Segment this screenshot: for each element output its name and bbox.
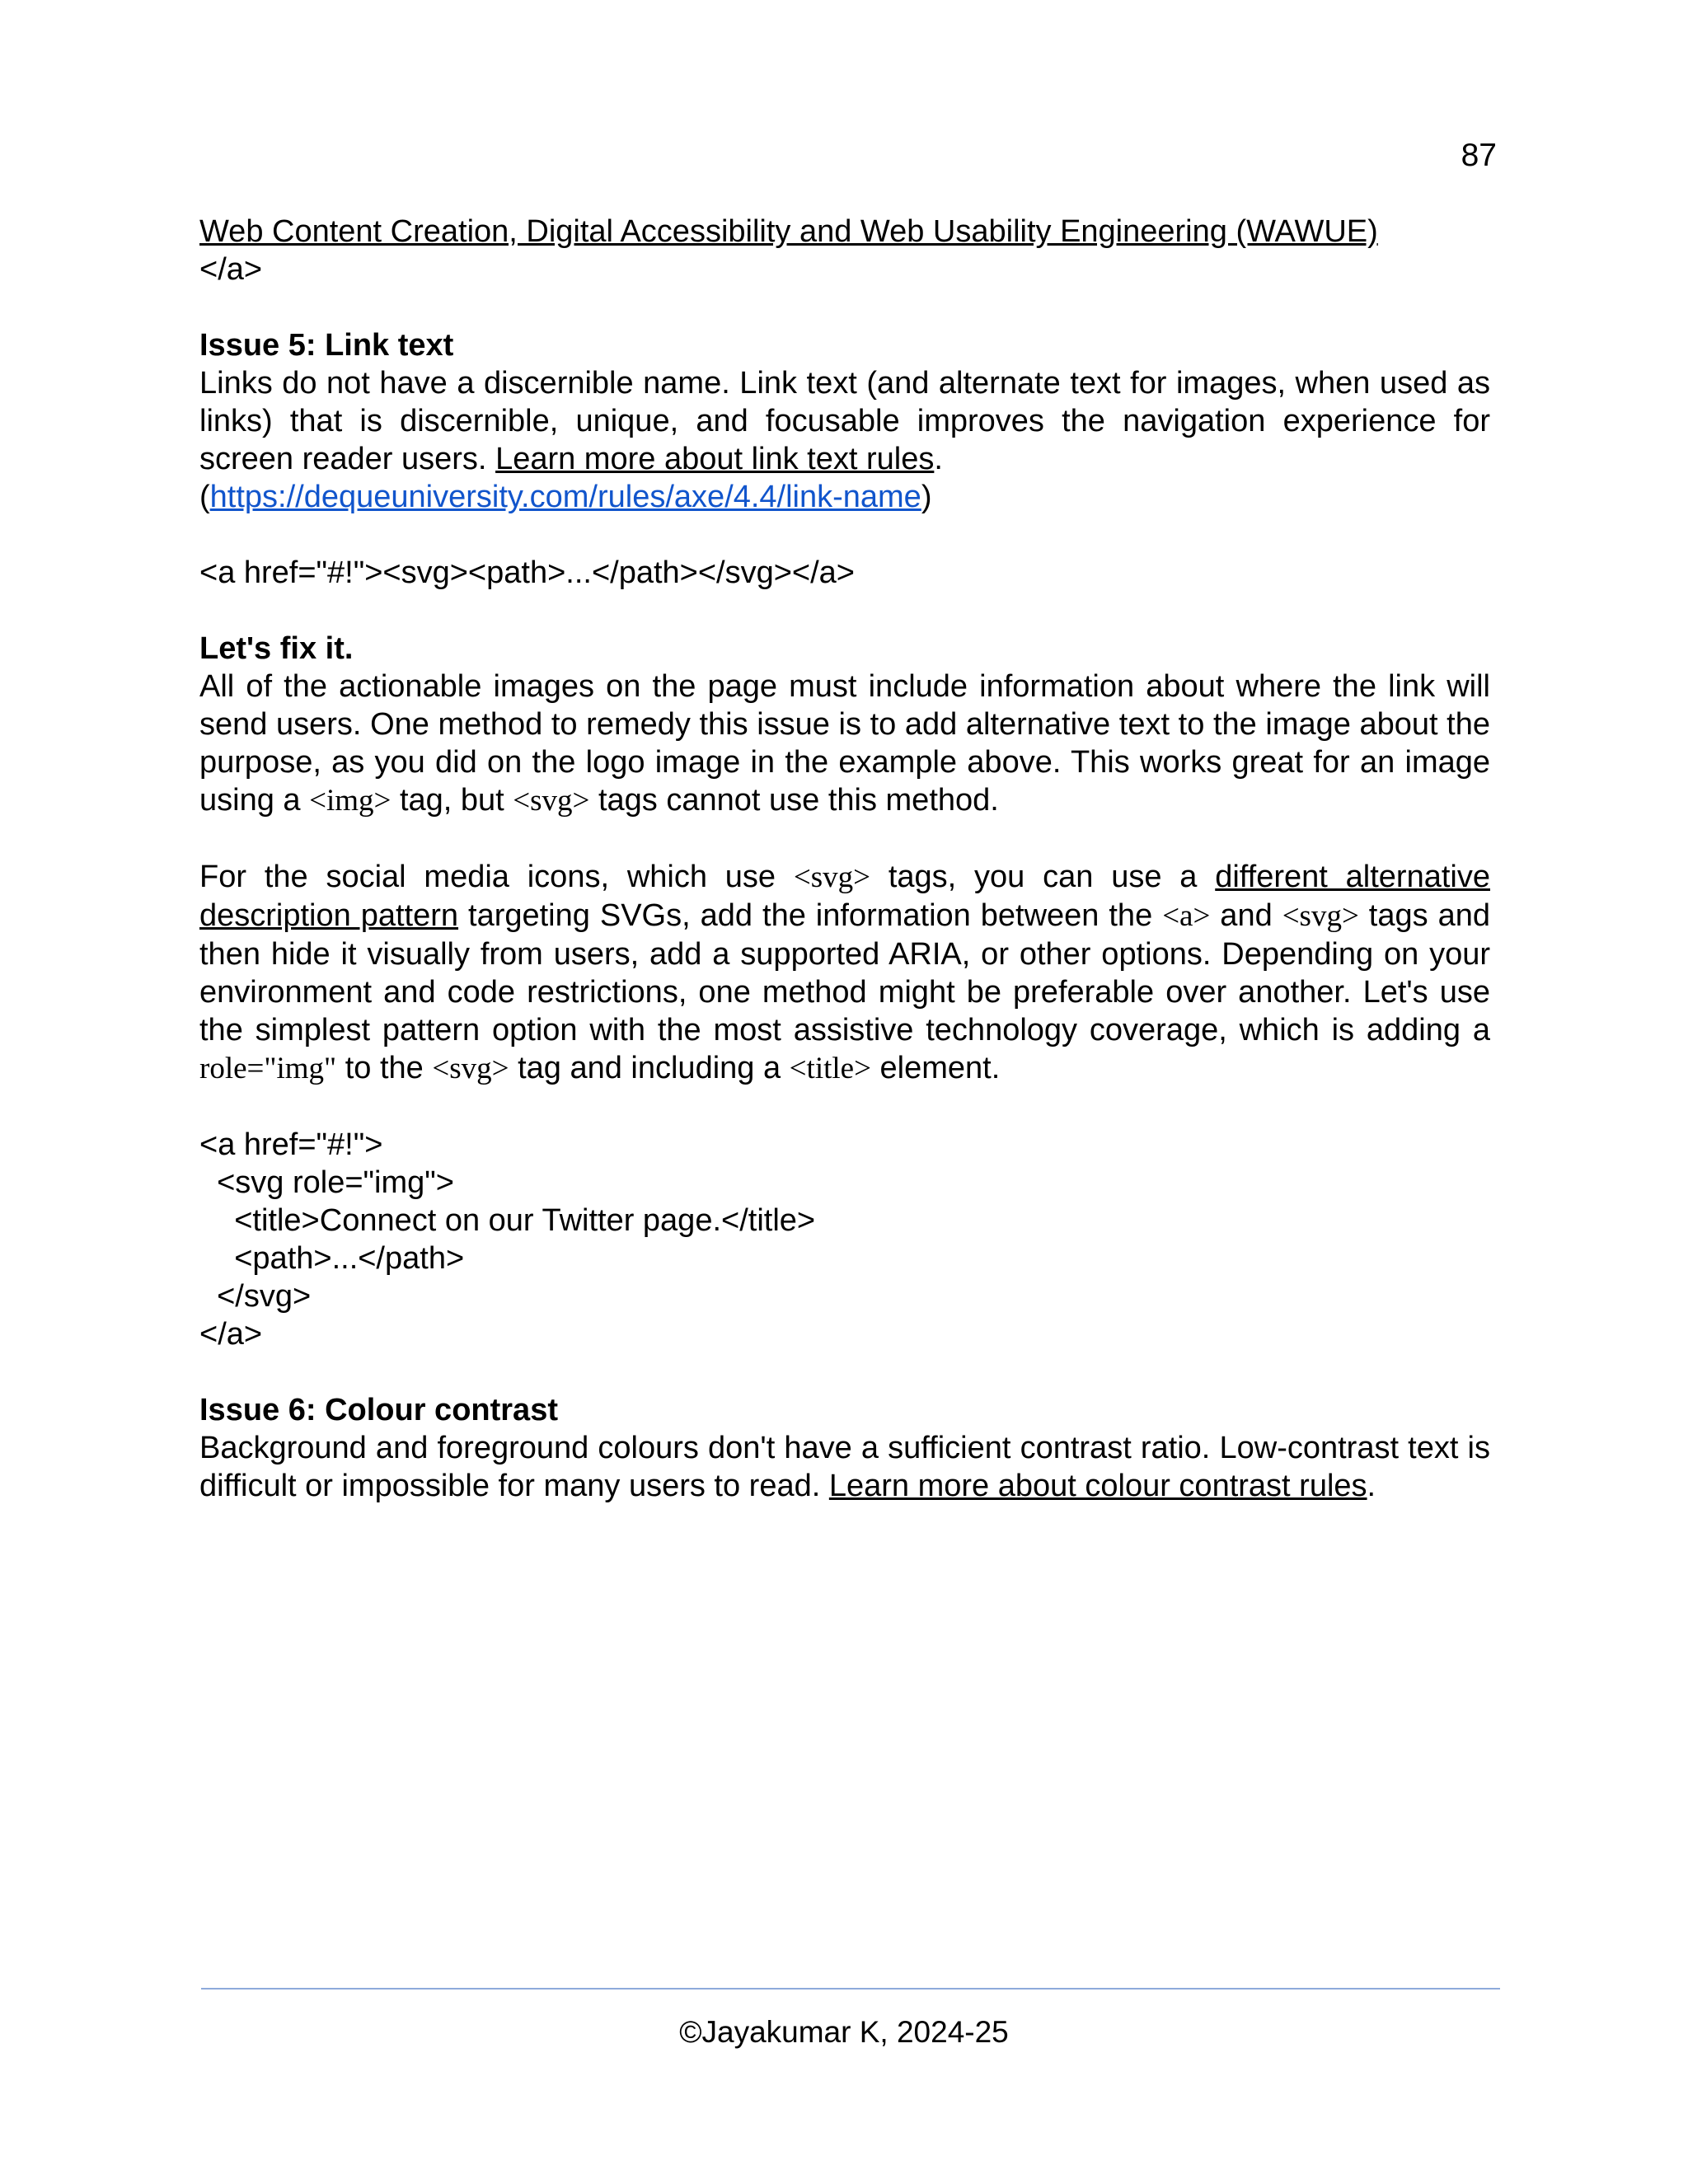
issue-5-text: Links do not have a discernible name. Link text (and alternate text for images, when used as links) that is discernible, unique, and focusable improves the navigation experience for screen reader users. <box>199 366 1490 476</box>
issue-5-period: . <box>934 442 943 476</box>
svg-tag-code: <svg> <box>513 784 590 818</box>
issue-6-text: Background and foreground colours don't have a sufficient contrast ratio. Low-contrast text is difficult or impossible for many users to read. <box>199 1431 1490 1503</box>
svg-tag-code: <svg> <box>432 1052 509 1085</box>
fix-p2-text-f: to the <box>336 1051 433 1085</box>
img-tag-code: <img> <box>309 784 392 818</box>
fix-p2-text-d: and <box>1210 898 1282 933</box>
fix-p2-text-g: tag and including a <box>509 1051 790 1085</box>
code-line: </svg> <box>199 1279 312 1314</box>
fix-p1-text-a: All of the actionable images on the page must include information about where the link will send users. One method to remedy this issue is to add alternative text to the image about the purpose, as you did on the logo image in the example above. This works great for an image using a <box>199 669 1490 818</box>
footer-divider <box>201 1988 1500 1990</box>
spacer <box>199 288 1490 326</box>
issue-5-description <box>199 364 1490 478</box>
fix-p2-text-c: targeting SVGs, add the information between the <box>458 898 1163 933</box>
wawue-link[interactable]: Web Content Creation, Digital Accessibility and Web Usability Engineering (WAWUE) <box>199 214 1378 249</box>
link-text-rules-link[interactable]: Learn more about link text rules <box>495 442 935 476</box>
spacer <box>199 592 1490 630</box>
fix-p2-text-e: tags and then hide it visually from users, add a supported ARIA, or other options. Depending on your environment and code restrictions, one method might be preferable over another. Let's use the simplest pattern option with the most assistive technology coverage, which is adding a <box>199 898 1490 1047</box>
code-before-fix: <a href="#!"><svg><path>...</path></svg></a> <box>199 555 855 590</box>
fix-p2-text-h: element. <box>870 1051 1001 1085</box>
code-line: <path>...</path> <box>199 1241 465 1276</box>
issue-5-heading: Issue 5: Link text <box>199 328 454 363</box>
url-close-paren: ) <box>921 480 932 514</box>
issue-6-period: . <box>1367 1469 1376 1503</box>
code-after-fix <box>199 1126 1490 1353</box>
footer-copyright: ©Jayakumar K, 2024-25 <box>679 2015 1009 2049</box>
issue-6-heading: Issue 6: Colour contrast <box>199 1393 558 1427</box>
intro-closing-tag: </a> <box>199 252 263 287</box>
fix-p1-text-c: tags cannot use this method. <box>589 783 999 818</box>
url-open-paren: ( <box>199 480 210 514</box>
page-number: 87 <box>1461 138 1497 173</box>
code-line: </a> <box>199 1317 263 1352</box>
issue-5-url-line <box>199 478 1490 516</box>
intro-link-title[interactable] <box>199 213 1490 251</box>
fix-heading: Let's fix it. <box>199 631 354 666</box>
fix-paragraph-1 <box>199 668 1490 820</box>
svg-tag-code: <svg> <box>1282 899 1359 933</box>
svg-tag-code: <svg> <box>793 860 871 894</box>
spacer <box>199 516 1490 554</box>
spacer <box>199 1088 1490 1126</box>
a-tag-code: <a> <box>1162 899 1211 933</box>
fix-p2-text-b: tags, you can use a <box>870 860 1216 894</box>
role-img-code: role="img" <box>199 1052 337 1085</box>
spacer <box>199 820 1490 858</box>
fix-p1-text-b: tag, but <box>391 783 513 818</box>
colour-contrast-rules-link[interactable]: Learn more about colour contrast rules <box>828 1469 1367 1503</box>
code-line: <title>Connect on our Twitter page.</title> <box>199 1203 816 1238</box>
fix-p2-text-a: For the social media icons, which use <box>199 860 794 894</box>
code-line: <svg role="img"> <box>199 1165 454 1200</box>
spacer <box>199 1353 1490 1391</box>
page-content <box>199 213 1490 1505</box>
code-line: <a href="#!"> <box>199 1127 383 1162</box>
alternative-description-pattern-link[interactable]: different alternative description pattern <box>199 860 1490 933</box>
issue-6-description <box>199 1429 1490 1505</box>
title-tag-code: <title> <box>789 1052 871 1085</box>
fix-paragraph-2 <box>199 858 1490 1088</box>
deque-link-name-url[interactable]: https://dequeuniversity.com/rules/axe/4.4/link-name <box>209 480 921 514</box>
